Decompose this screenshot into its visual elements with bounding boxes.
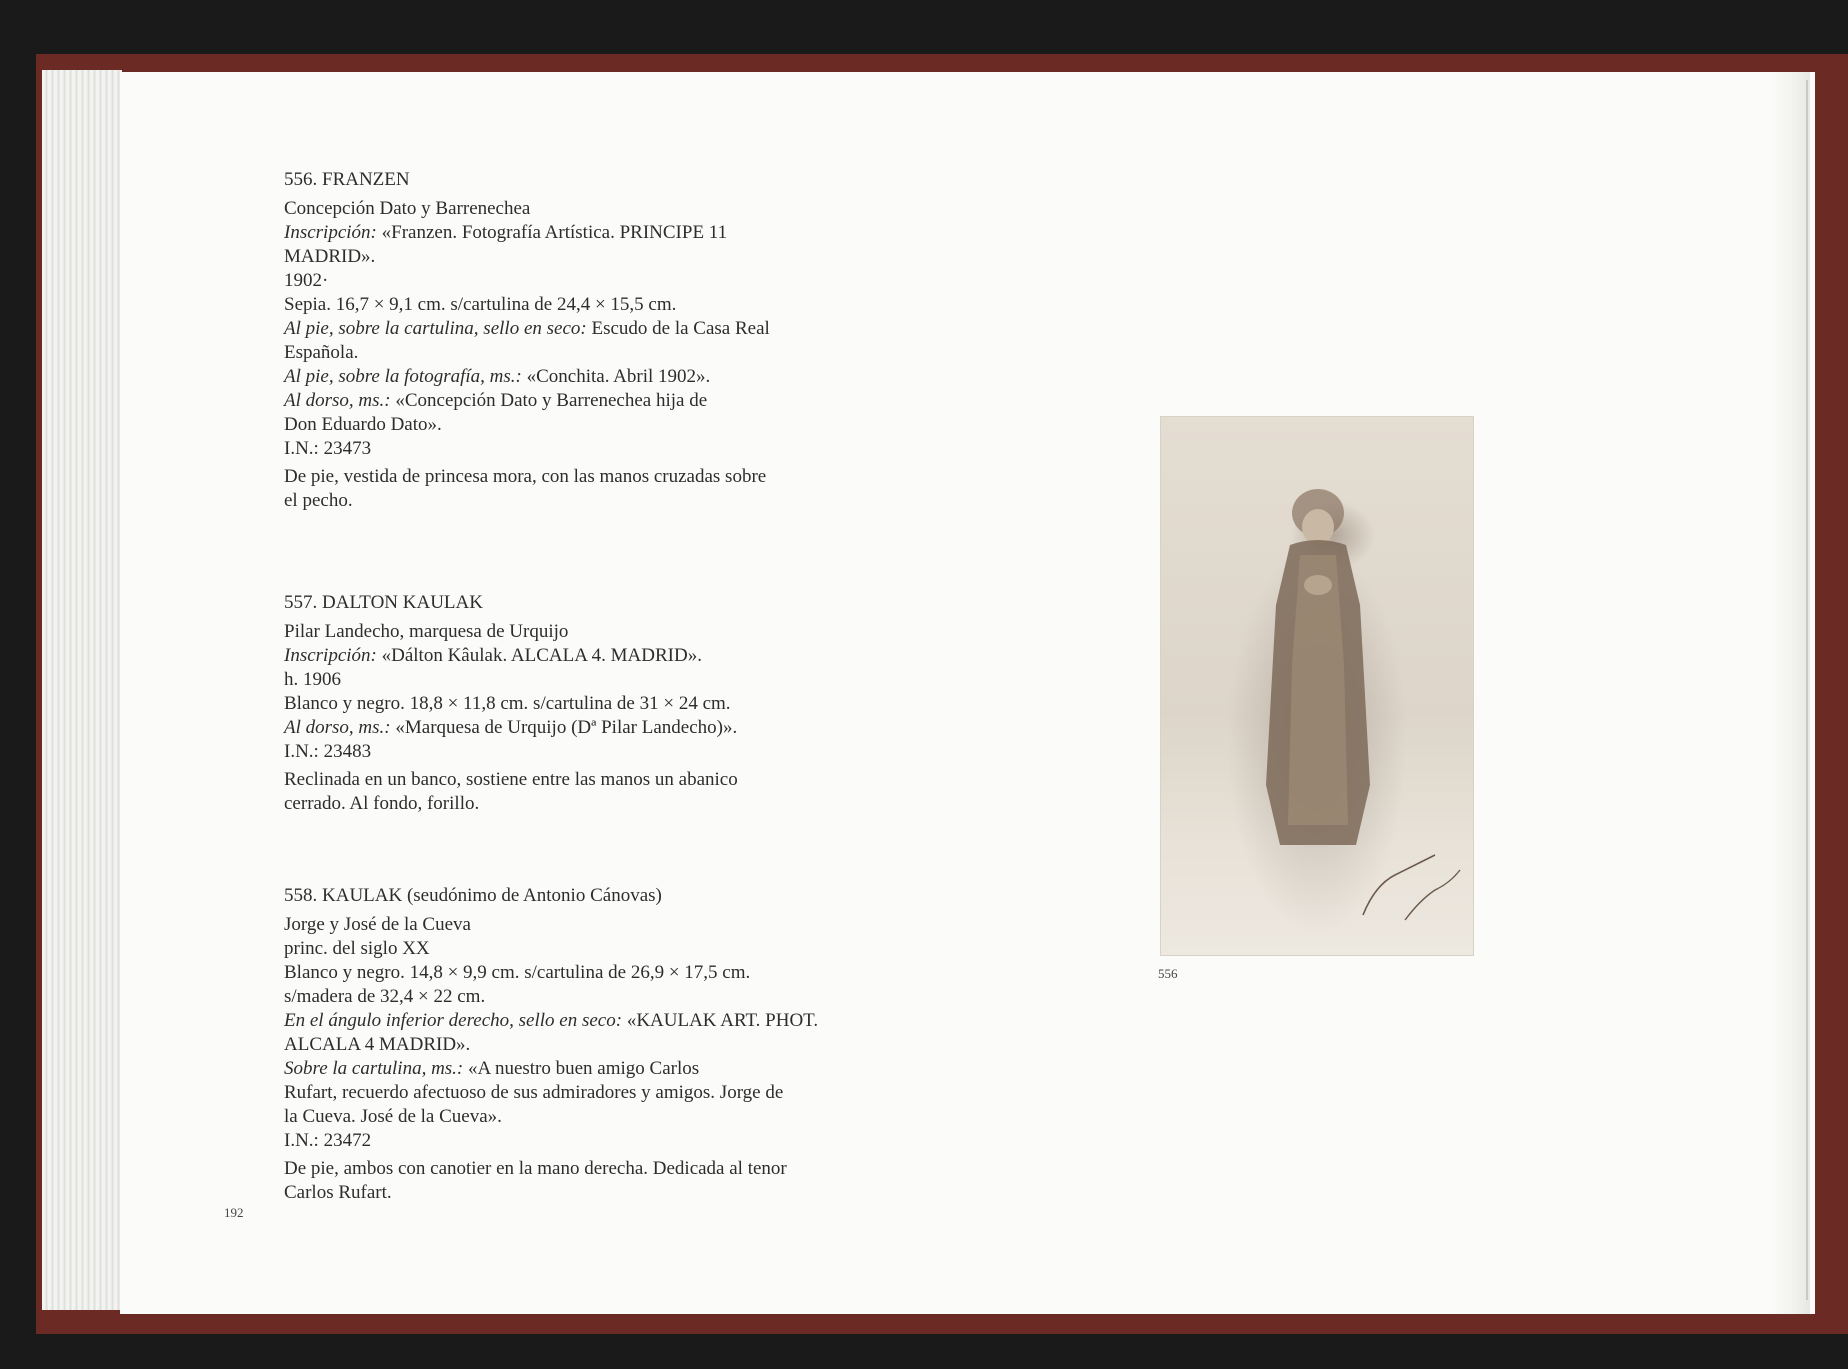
entry-line	[284, 1057, 924, 1081]
entry-line	[284, 341, 924, 365]
catalog-text	[284, 168, 924, 1205]
entry-line	[284, 1081, 924, 1105]
entry-line-text: Blanco y negro. 18,8 × 11,8 cm. s/cartulina de 31 × 24 cm.	[284, 693, 731, 714]
page-stack-edge	[42, 70, 122, 1310]
entry-line	[284, 389, 924, 413]
entry-line-text: «A nuestro buen amigo Carlos	[463, 1058, 700, 1079]
entry-line	[284, 1105, 924, 1129]
entry-heading: 557. DALTON KAULAK	[284, 592, 483, 613]
entry-heading: 558. KAULAK (seudónimo de Antonio Cánovas)	[284, 885, 662, 906]
entry-line	[284, 644, 924, 668]
entry-description: De pie, vestida de princesa mora, con las manos cruzadas sobre	[284, 466, 767, 487]
entry-line	[284, 365, 924, 389]
entry-line-text: princ. del siglo XX	[284, 938, 430, 959]
entry-heading: 556. FRANZEN	[284, 169, 410, 190]
entry-line	[284, 317, 924, 341]
entry-line	[284, 1009, 924, 1033]
entry-line	[284, 269, 924, 293]
entry-line-label: Al pie, sobre la cartulina, sello en seco:	[284, 318, 587, 339]
entry-line-text: la Cueva. José de la Cueva».	[284, 1106, 502, 1127]
photo-caption: 556	[1158, 966, 1178, 981]
spine-line	[1806, 80, 1808, 1300]
entry-line-text: «Marquesa de Urquijo (Dª Pilar Landecho)».	[390, 717, 738, 738]
handwritten-signature	[1355, 845, 1465, 925]
entry-line-label: En el ángulo inferior derecho, sello en seco:	[284, 1010, 623, 1031]
entry-line	[284, 1033, 924, 1057]
entry-line-text: «Conchita. Abril 1902».	[521, 366, 711, 387]
entry-line-label: Al dorso, ms.:	[284, 717, 391, 738]
entry-line-label: Al pie, sobre la fotografía, ms.:	[284, 366, 522, 387]
page-number: 192	[224, 1205, 244, 1220]
catalog-entry	[284, 168, 924, 513]
portrait-figure	[1260, 485, 1376, 853]
entry-line	[284, 293, 924, 317]
entry-line	[284, 197, 924, 221]
entry-line-text: Pilar Landecho, marquesa de Urquijo	[284, 621, 569, 642]
entry-line	[284, 985, 924, 1009]
entry-line-label: Inscripción:	[284, 645, 377, 666]
entry-line-text: 1902·	[284, 270, 329, 291]
entry-line	[284, 937, 924, 961]
entry-line	[284, 437, 924, 461]
entry-line-text: ALCALA 4 MADRID».	[284, 1034, 471, 1055]
entry-line	[284, 961, 924, 985]
entry-line-text: «KAULAK ART. PHOT.	[622, 1010, 819, 1031]
entry-line-text: Sepia. 16,7 × 9,1 cm. s/cartulina de 24,4 × 15,5 cm.	[284, 294, 677, 315]
entry-line	[284, 913, 924, 937]
entry-line-text: I.N.: 23483	[284, 741, 372, 762]
entry-line	[284, 668, 924, 692]
entry-description: el pecho.	[284, 490, 353, 511]
entry-line	[284, 221, 924, 245]
entry-line	[284, 245, 924, 269]
catalog-entry	[284, 884, 924, 1205]
entry-line	[284, 692, 924, 716]
entry-description: De pie, ambos con canotier en la mano derecha. Dedicada al tenor	[284, 1158, 787, 1179]
entry-line	[284, 740, 924, 764]
entry-description: Reclinada en un banco, sostiene entre las manos un abanico	[284, 769, 738, 790]
entry-line-text: s/madera de 32,4 × 22 cm.	[284, 986, 486, 1007]
entry-description: Carlos Rufart.	[284, 1182, 392, 1203]
entry-line-text: Española.	[284, 342, 359, 363]
entry-line-text: «Concepción Dato y Barrenechea hija de	[390, 390, 708, 411]
entry-line-text: Don Eduardo Dato».	[284, 414, 442, 435]
entry-line-text: Escudo de la Casa Real	[586, 318, 770, 339]
entry-line-text: I.N.: 23473	[284, 438, 372, 459]
entry-line-text: Rufart, recuerdo afectuoso de sus admiradores y amigos. Jorge de	[284, 1082, 784, 1103]
entry-line-label: Al dorso, ms.:	[284, 390, 391, 411]
entry-line-text: h. 1906	[284, 669, 341, 690]
entry-line-text: «Franzen. Fotografía Artística. PRINCIPE 11	[376, 222, 728, 243]
entry-line-text: Concepción Dato y Barrenechea	[284, 198, 531, 219]
entry-line-label: Inscripción:	[284, 222, 377, 243]
entry-line-text: I.N.: 23472	[284, 1130, 372, 1151]
entry-line-text: «Dálton Kâulak. ALCALA 4. MADRID».	[376, 645, 702, 666]
entry-line	[284, 620, 924, 644]
page-gutter	[1770, 72, 1810, 1314]
entry-line-text: MADRID».	[284, 246, 376, 267]
entry-description: cerrado. Al fondo, forillo.	[284, 793, 480, 814]
entry-line	[284, 413, 924, 437]
catalog-entry	[284, 591, 924, 816]
entry-line	[284, 716, 924, 740]
entry-line-label: Sobre la cartulina, ms.:	[284, 1058, 464, 1079]
entry-line-text: Blanco y negro. 14,8 × 9,9 cm. s/cartulina de 26,9 × 17,5 cm.	[284, 962, 751, 983]
entry-line	[284, 1129, 924, 1153]
entry-line-text: Jorge y José de la Cueva	[284, 914, 471, 935]
